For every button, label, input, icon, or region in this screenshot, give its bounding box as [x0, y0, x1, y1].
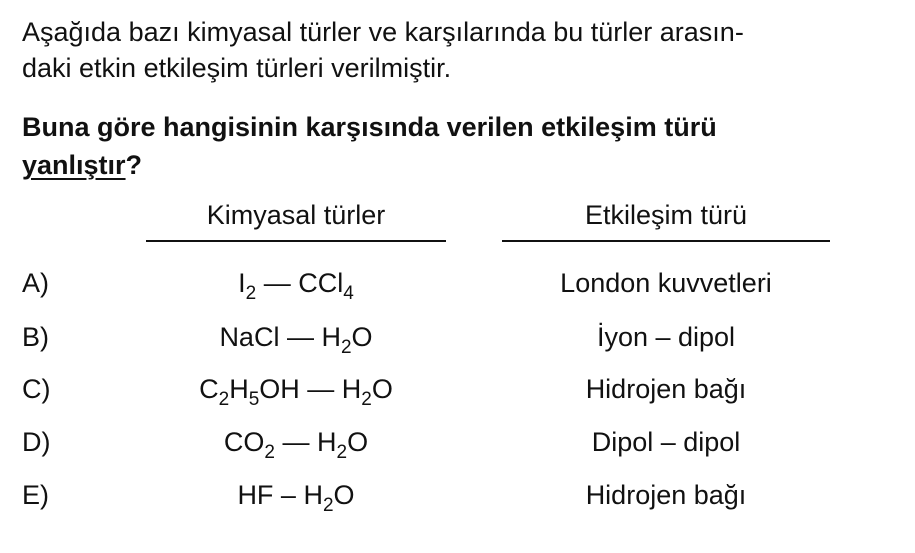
option-letter: A): [22, 268, 49, 298]
question-keyword-underlined: yanlıştır: [22, 150, 126, 180]
option-interaction-type: İyon – dipol: [596, 322, 736, 352]
option-chemical-species: $CO_2$ — $H_2O$: [223, 427, 369, 463]
option-interaction-type: Hidrojen bağı: [585, 374, 747, 404]
option-row[interactable]: [0, 322, 915, 362]
intro-line-1: Aşağıda bazı kimyasal türler ve karşılarında bu türler arasın-: [22, 17, 744, 47]
option-row[interactable]: [0, 480, 915, 520]
option-chemical-species: HF – $H_2O$: [237, 480, 355, 516]
option-letter: C): [22, 374, 51, 404]
option-interaction-type: London kuvvetleri: [560, 268, 772, 298]
option-row[interactable]: [0, 268, 915, 308]
option-interaction-type: Dipol – dipol: [591, 427, 741, 457]
column-header-species: Kimyasal türler: [206, 200, 386, 230]
option-row[interactable]: [0, 374, 915, 414]
option-chemical-species: $C_2H_5OH$ — $H_2O$: [199, 374, 393, 410]
option-chemical-species: $I_2$ — CCl$_4$: [238, 268, 354, 304]
column-divider-interaction: [502, 240, 830, 242]
column-divider-species: [146, 240, 446, 242]
question-main-text: Buna göre hangisinin karşısında verilen etkileşim türü: [22, 112, 717, 142]
question-intro: [22, 14, 882, 86]
option-letter: D): [22, 427, 51, 457]
option-row[interactable]: [0, 427, 915, 467]
intro-line-2: daki etkin etkileşim türleri verilmiştir.: [22, 53, 452, 83]
option-letter: B): [22, 322, 49, 352]
option-interaction-type: Hidrojen bağı: [585, 480, 747, 510]
question-mark: ?: [125, 150, 143, 180]
column-header-interaction: Etkileşim türü: [584, 200, 748, 230]
option-chemical-species: NaCl — $H_2O$: [219, 322, 373, 358]
question-stem: [22, 108, 882, 184]
option-letter: E): [22, 480, 49, 510]
